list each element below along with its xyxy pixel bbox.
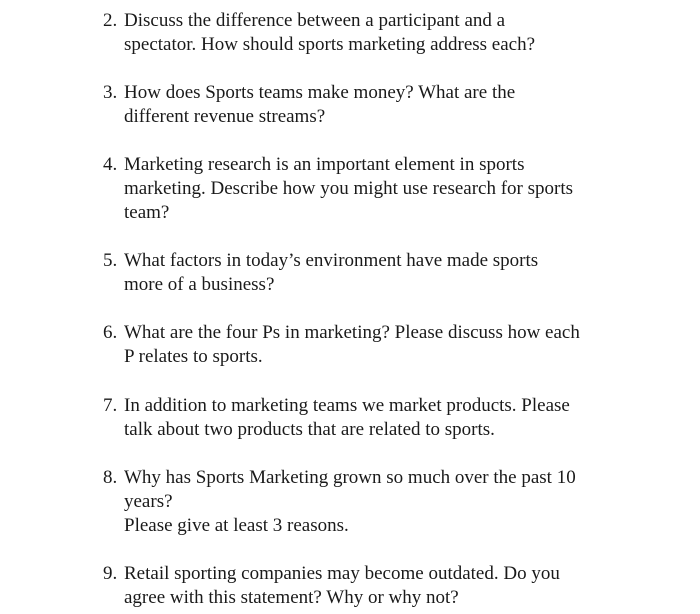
question-text-line: What factors in today’s environment have made sports [124,250,539,271]
question-text-line: In addition to marketing teams we market products. Please [124,395,570,416]
question-number: 7. [103,395,118,416]
question-number: 5. [103,250,118,271]
question-number: 9. [103,563,118,584]
question-number: 3. [103,82,118,103]
question-text-line: What are the four Ps in marketing? Please discuss how each [124,322,580,343]
question-6 [103,321,580,369]
question-text-line: How does Sports teams make money? What are the [124,82,516,103]
question-text-line: agree with this statement? Why or why not? [124,587,459,608]
question-text-line: spectator. How should sports marketing address each? [124,34,536,55]
question-text-line: Why has Sports Marketing grown so much over the past 10 [124,467,576,488]
question-text-line: Discuss the difference between a participant and a [124,10,506,31]
question-text-line: marketing. Describe how you might use research for sports [124,178,574,199]
question-text-line: team? [124,202,170,223]
question-text-line: P relates to sports. [124,346,263,367]
question-text-line: Please give at least 3 reasons. [124,515,349,536]
question-number: 8. [103,467,118,488]
question-text-line: more of a business? [124,274,275,295]
question-2 [103,9,535,57]
question-text-line: Retail sporting companies may become outdated. Do you [124,563,560,584]
question-number: 4. [103,154,118,175]
question-3 [103,81,515,129]
question-number: 6. [103,322,118,343]
question-text-line: years? [124,491,173,512]
question-7 [103,394,570,442]
question-9 [103,562,560,610]
question-4 [103,153,573,225]
question-8 [103,466,576,538]
question-text-line: talk about two products that are related to sports. [124,419,495,440]
question-text-line: different revenue streams? [124,106,326,127]
question-5 [103,249,538,297]
question-number: 2. [103,10,118,31]
question-text-line: Marketing research is an important element in sports [124,154,525,175]
